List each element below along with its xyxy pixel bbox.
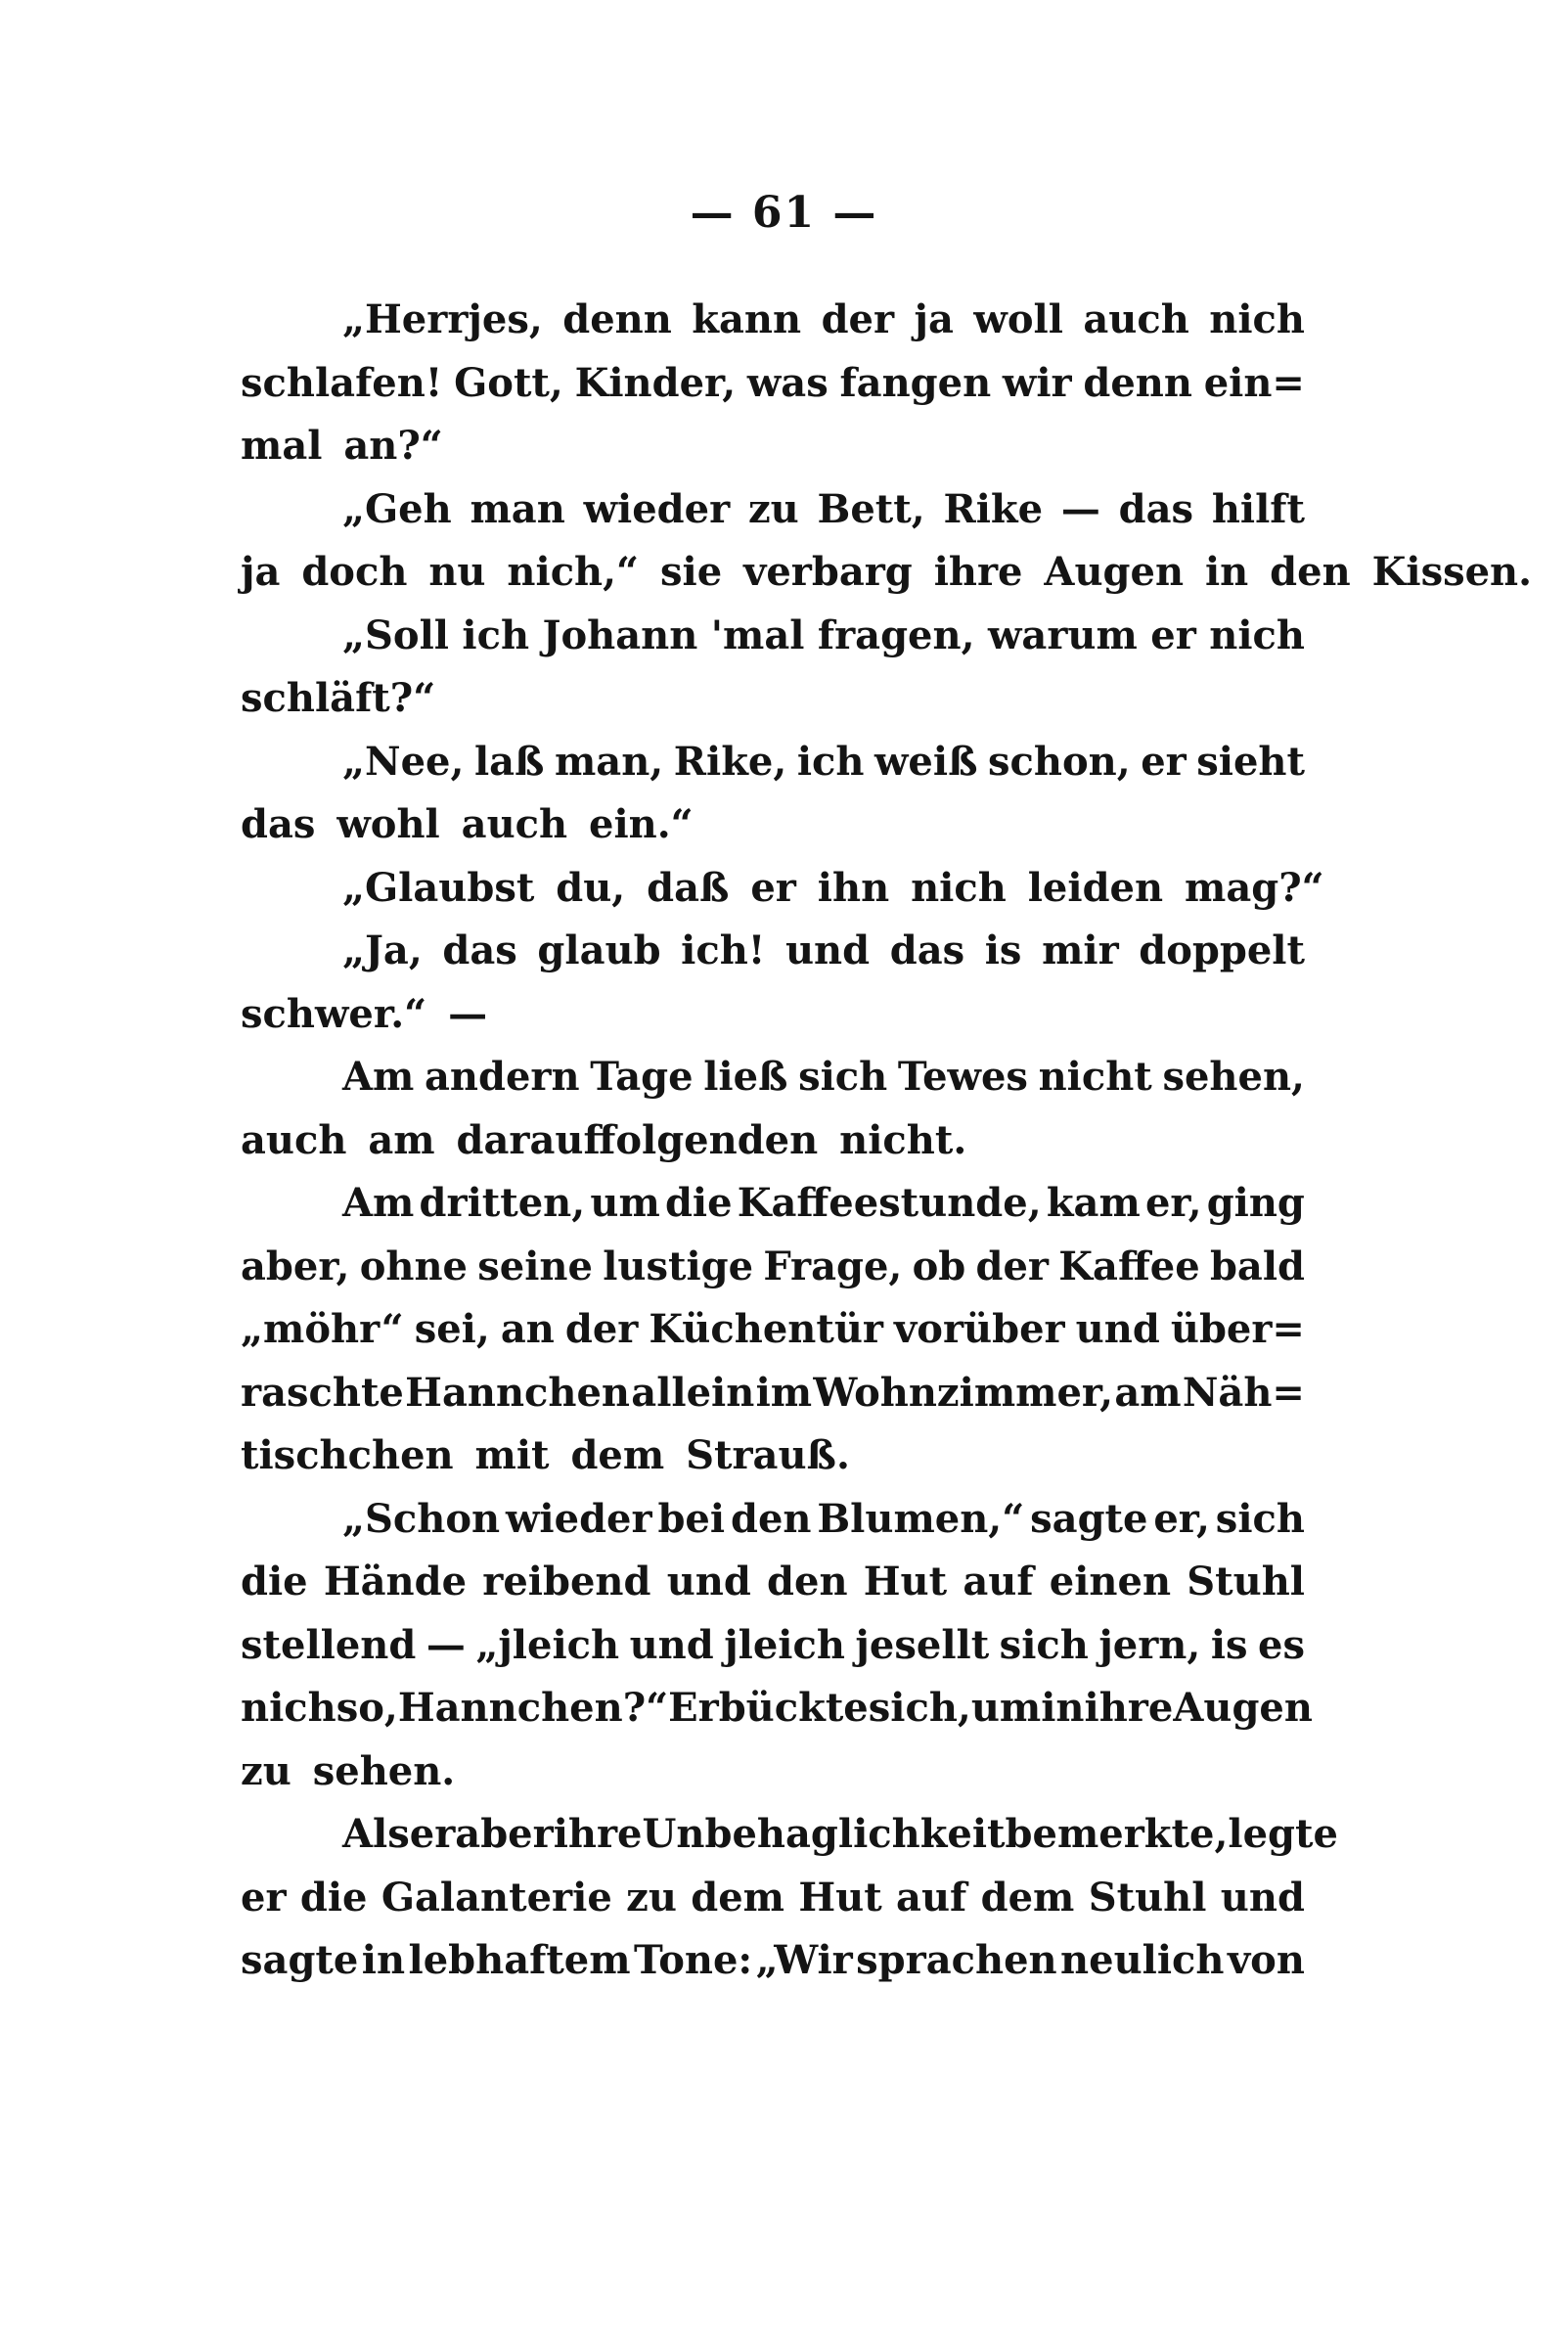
text-line: „Nee, laß man, Rike, ich weiß schon, er sieht (342, 738, 1305, 785)
text-line: die Hände reibend und den Hut auf einen Stuhl (241, 1559, 1305, 1604)
text-line: er die Galanterie zu dem Hut auf dem Stuhl und (241, 1874, 1305, 1921)
text-line: schläft?“ (241, 675, 436, 721)
body-text (241, 289, 1533, 1993)
text-line: schlafen! Gott, Kinder, was fangen wir denn ein= (241, 359, 1305, 406)
text-line: sagte in lebhaftem Tone: „Wir sprachen neulich von (241, 1937, 1305, 1983)
text-line: nich so, Hannchen?“ Er bückte sich, um in ihre Augen (241, 1685, 1313, 1731)
text-line: „Ja, das glaub ich! und das is mir doppelt (342, 927, 1305, 973)
text-line: „Schon wieder bei den Blumen,“ sagte er, sich (342, 1495, 1305, 1542)
text-line: „Herrjes, denn kann der ja woll auch nich (342, 296, 1305, 342)
text-line: Als er aber ihre Unbehaglichkeit bemerkte, legte (342, 1811, 1338, 1857)
text-line: tischchen mit dem Strauß. (241, 1432, 850, 1478)
text-line: ja doch nu nich,“ sie verbarg ihre Augen in den Kissen. (241, 549, 1533, 595)
text-line: schwer.“ — (241, 990, 488, 1037)
text-line: das wohl auch ein.“ (241, 801, 694, 847)
text-line: „möhr“ sei, an der Küchentür vorüber und über= (241, 1306, 1305, 1352)
text-line: Am andern Tage ließ sich Tewes nicht sehen, (342, 1054, 1305, 1100)
text-line: zu sehen. (241, 1747, 456, 1794)
text-line: Am dritten, um die Kaffeestunde, kam er, ging (342, 1180, 1305, 1226)
page-number: — 61 — (690, 188, 878, 238)
text-line: „Soll ich Johann 'mal fragen, warum er nich (342, 611, 1305, 658)
text-line: stellend — „jleich und jleich jesellt sich jern, is es (241, 1621, 1305, 1668)
text-line: „Glaubst du, daß er ihn nich leiden mag?“ (342, 864, 1324, 911)
text-line: raschte Hannchen allein im Wohnzimmer, am Näh= (241, 1369, 1305, 1416)
text-line: „Geh man wieder zu Bett, Rike — das hilft (342, 485, 1305, 532)
text-line: aber, ohne seine lustige Frage, ob der Kaffee bald (241, 1243, 1305, 1289)
text-line: auch am darauffolgenden nicht. (241, 1116, 967, 1163)
text-line: mal an?“ (241, 423, 443, 469)
